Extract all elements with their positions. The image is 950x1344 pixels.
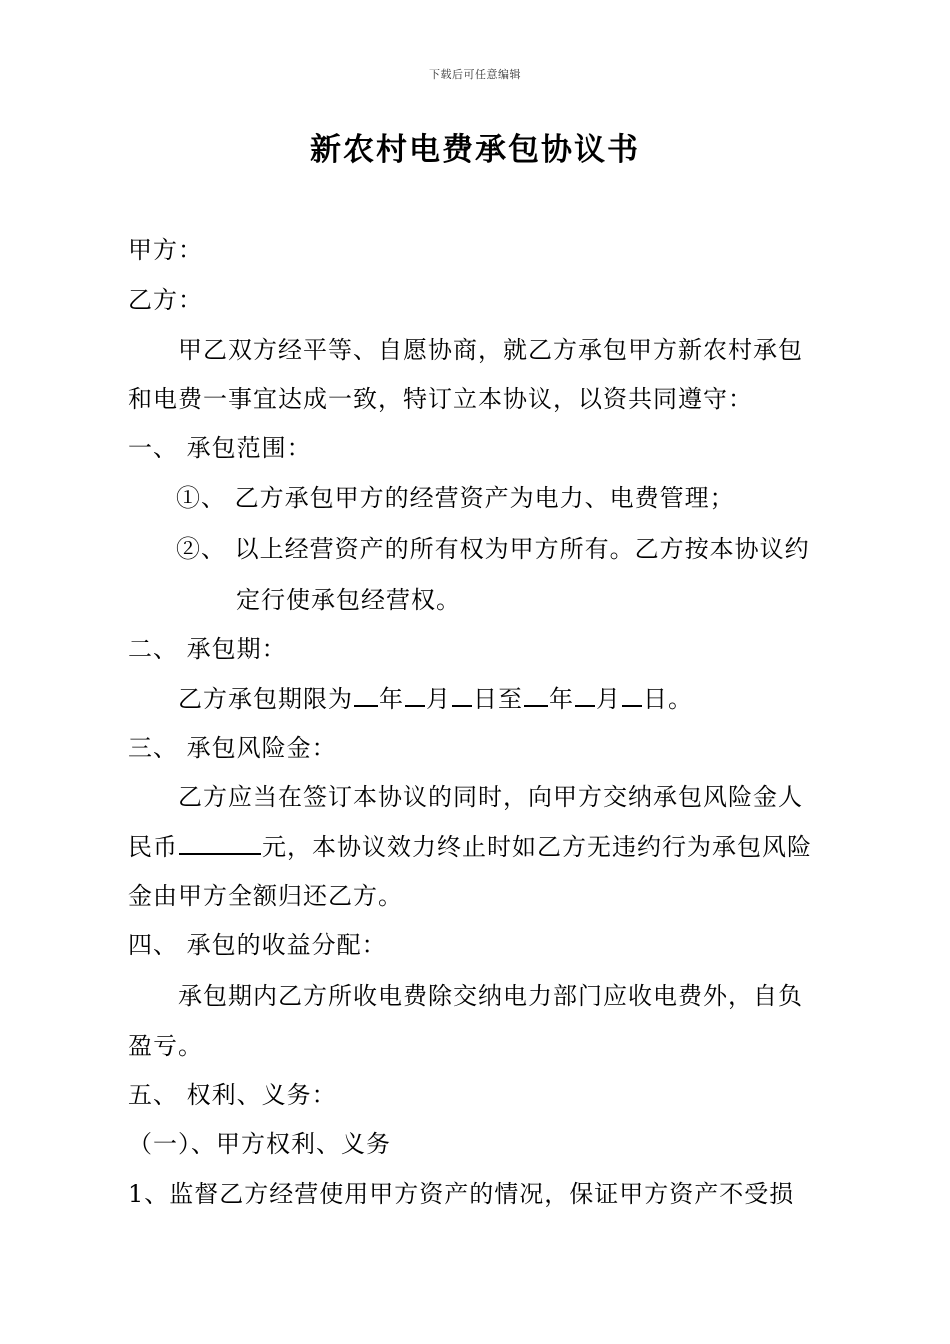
section-1-item-1: ①、 乙方承包甲方的经营资产为电力、电费管理； <box>176 484 735 512</box>
party-b-label: 乙方： <box>128 286 203 314</box>
section-4-line-1: 承包期内乙方所收电费除交纳电力部门应收电费外，自负 <box>178 982 803 1010</box>
blank-line <box>179 831 261 855</box>
term-month-1: 月 <box>426 685 451 713</box>
section-1-heading: 一、 承包范围： <box>128 434 312 462</box>
section-1-item-2-line-2: 定行使承包经营权。 <box>236 586 461 614</box>
section-5-subheading-1: （一）、甲方权利、义务 <box>128 1130 391 1158</box>
header-note: 下载后可任意编辑 <box>429 68 521 81</box>
section-3-line-1: 乙方应当在签订本协议的同时，向甲方交纳承包风险金人 <box>178 783 803 811</box>
intro-paragraph-line-2: 和电费一事宜达成一致，特订立本协议，以资共同遵守： <box>128 385 753 413</box>
section-1-item-2-line-1: ②、 以上经营资产的所有权为甲方所有。乙方按本协议约 <box>176 535 810 563</box>
blank-line <box>575 683 595 707</box>
term-year-2: 年 <box>549 685 574 713</box>
term-day-2: 日。 <box>643 685 693 713</box>
section-2-heading: 二、 承包期： <box>128 635 287 663</box>
term-prefix: 乙方承包期限为 <box>178 685 353 713</box>
deposit-suffix: 元，本协议效力终止时如乙方无违约行为承包风险 <box>262 833 812 861</box>
blank-line <box>524 683 548 707</box>
deposit-prefix: 民币 <box>128 833 178 861</box>
section-2-term-line <box>178 683 693 715</box>
party-a-label: 甲方： <box>128 236 203 264</box>
blank-line <box>452 683 472 707</box>
section-3-heading: 三、 承包风险金： <box>128 734 337 762</box>
blank-line <box>622 683 642 707</box>
intro-paragraph-line-1: 甲乙双方经平等、自愿协商，就乙方承包甲方新农村承包 <box>178 336 803 364</box>
term-day-1: 日至 <box>473 685 523 713</box>
blank-line <box>405 683 425 707</box>
section-4-line-2: 盈亏。 <box>128 1032 203 1060</box>
term-year-1: 年 <box>379 685 404 713</box>
section-5-item-1: 1、监督乙方经营使用甲方资产的情况，保证甲方资产不受损 <box>128 1180 795 1208</box>
section-3-line-3: 金由甲方全额归还乙方。 <box>128 882 403 910</box>
section-4-heading: 四、 承包的收益分配： <box>128 931 387 959</box>
term-month-2: 月 <box>596 685 621 713</box>
section-3-line-2 <box>128 831 812 863</box>
blank-line <box>354 683 378 707</box>
document-title: 新农村电费承包协议书 <box>310 132 640 168</box>
section-5-heading: 五、 权利、义务： <box>128 1081 337 1109</box>
